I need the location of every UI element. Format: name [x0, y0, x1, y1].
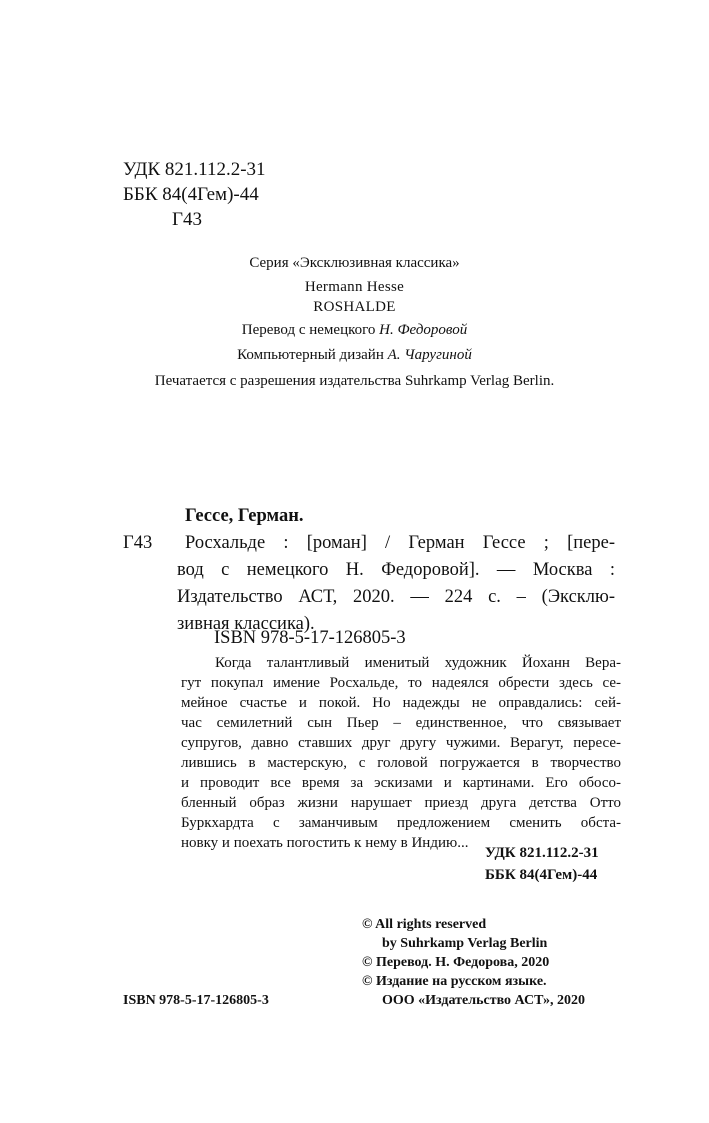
- copyright-line: © Перевод. Н. Федорова, 2020: [362, 955, 550, 970]
- annotation-line: и проводит все время за эскизами и картинами. Его обосо-: [181, 775, 621, 791]
- annotation-bbk: ББК 84(4Гем)-44: [485, 867, 598, 883]
- original-title: ROSHALDE: [313, 299, 396, 315]
- annotation-line: бленный образ жизни нарушает приезд друга детства Отто: [181, 795, 621, 811]
- design-credit: [0, 345, 709, 365]
- catalog-author-heading: Гессе, Герман.: [185, 506, 304, 526]
- copyright-line: by Suhrkamp Verlag Berlin: [382, 936, 548, 951]
- catalog-isbn: ISBN 978-5-17-126805-3: [214, 628, 406, 648]
- catalog-line: Издательство АСТ, 2020. — 224 с. – (Эксклю-: [177, 587, 615, 607]
- catalog-mark: Г43: [123, 533, 153, 553]
- bbk-code: ББК 84(4Гем)-44: [123, 184, 259, 205]
- design-prefix: Компьютерный дизайн: [237, 347, 384, 363]
- annotation-udk: УДК 821.112.2-31: [485, 845, 599, 861]
- copyright-block: [362, 915, 585, 1010]
- catalog-line: зивная классика).: [177, 614, 315, 634]
- translator-name: Н. Федоровой: [379, 322, 468, 338]
- copyright-line: ООО «Издательство АСТ», 2020: [382, 993, 586, 1008]
- series-line: Серия «Эксклюзивная классика»: [249, 255, 460, 271]
- annotation-line: Когда талантливый именитый художник Йоханн Вера-: [215, 655, 621, 671]
- annotation-line: новку и поехать погостить к нему в Индию...: [181, 835, 469, 851]
- udk-code: УДК 821.112.2-31: [123, 159, 266, 180]
- permission-note: Печатается с разрешения издательства Suhrkamp Verlag Berlin.: [154, 373, 555, 389]
- annotation-line: гут покупал имение Росхальде, то надеялся обрести здесь се-: [181, 675, 621, 691]
- designer-name: А. Чаругиной: [387, 347, 472, 363]
- catalog-description: [177, 530, 615, 638]
- catalog-line: Росхальде : [роман] / Герман Гессе ; [пере-: [185, 533, 615, 553]
- copyright-line: © Издание на русском языке.: [362, 974, 547, 989]
- original-author: Hermann Hesse: [304, 279, 405, 295]
- annotation-line: час семилетний сын Пьер – единственное, что связывает: [181, 715, 621, 731]
- copyright-line: © All rights reserved: [362, 917, 487, 932]
- catalog-line: вод с немецкого Н. Федоровой]. — Москва :: [177, 560, 615, 580]
- bottom-isbn: ISBN 978-5-17-126805-3: [123, 993, 269, 1008]
- author-mark: Г43: [172, 209, 202, 230]
- translation-credit: [0, 320, 709, 340]
- annotation-line: супругов, давно ставших друг другу чужими. Верагут, пересе-: [181, 735, 621, 751]
- annotation: [181, 653, 621, 853]
- annotation-line: лившись в мастерскую, с головой погружается в творчество: [181, 755, 621, 771]
- translation-prefix: Перевод с немецкого: [241, 322, 376, 338]
- annotation-line: Буркхардта с заманчивым предложением сменить обста-: [181, 815, 621, 831]
- annotation-line: мейное счастье и покой. Но надежды не оправдались: сей-: [181, 695, 621, 711]
